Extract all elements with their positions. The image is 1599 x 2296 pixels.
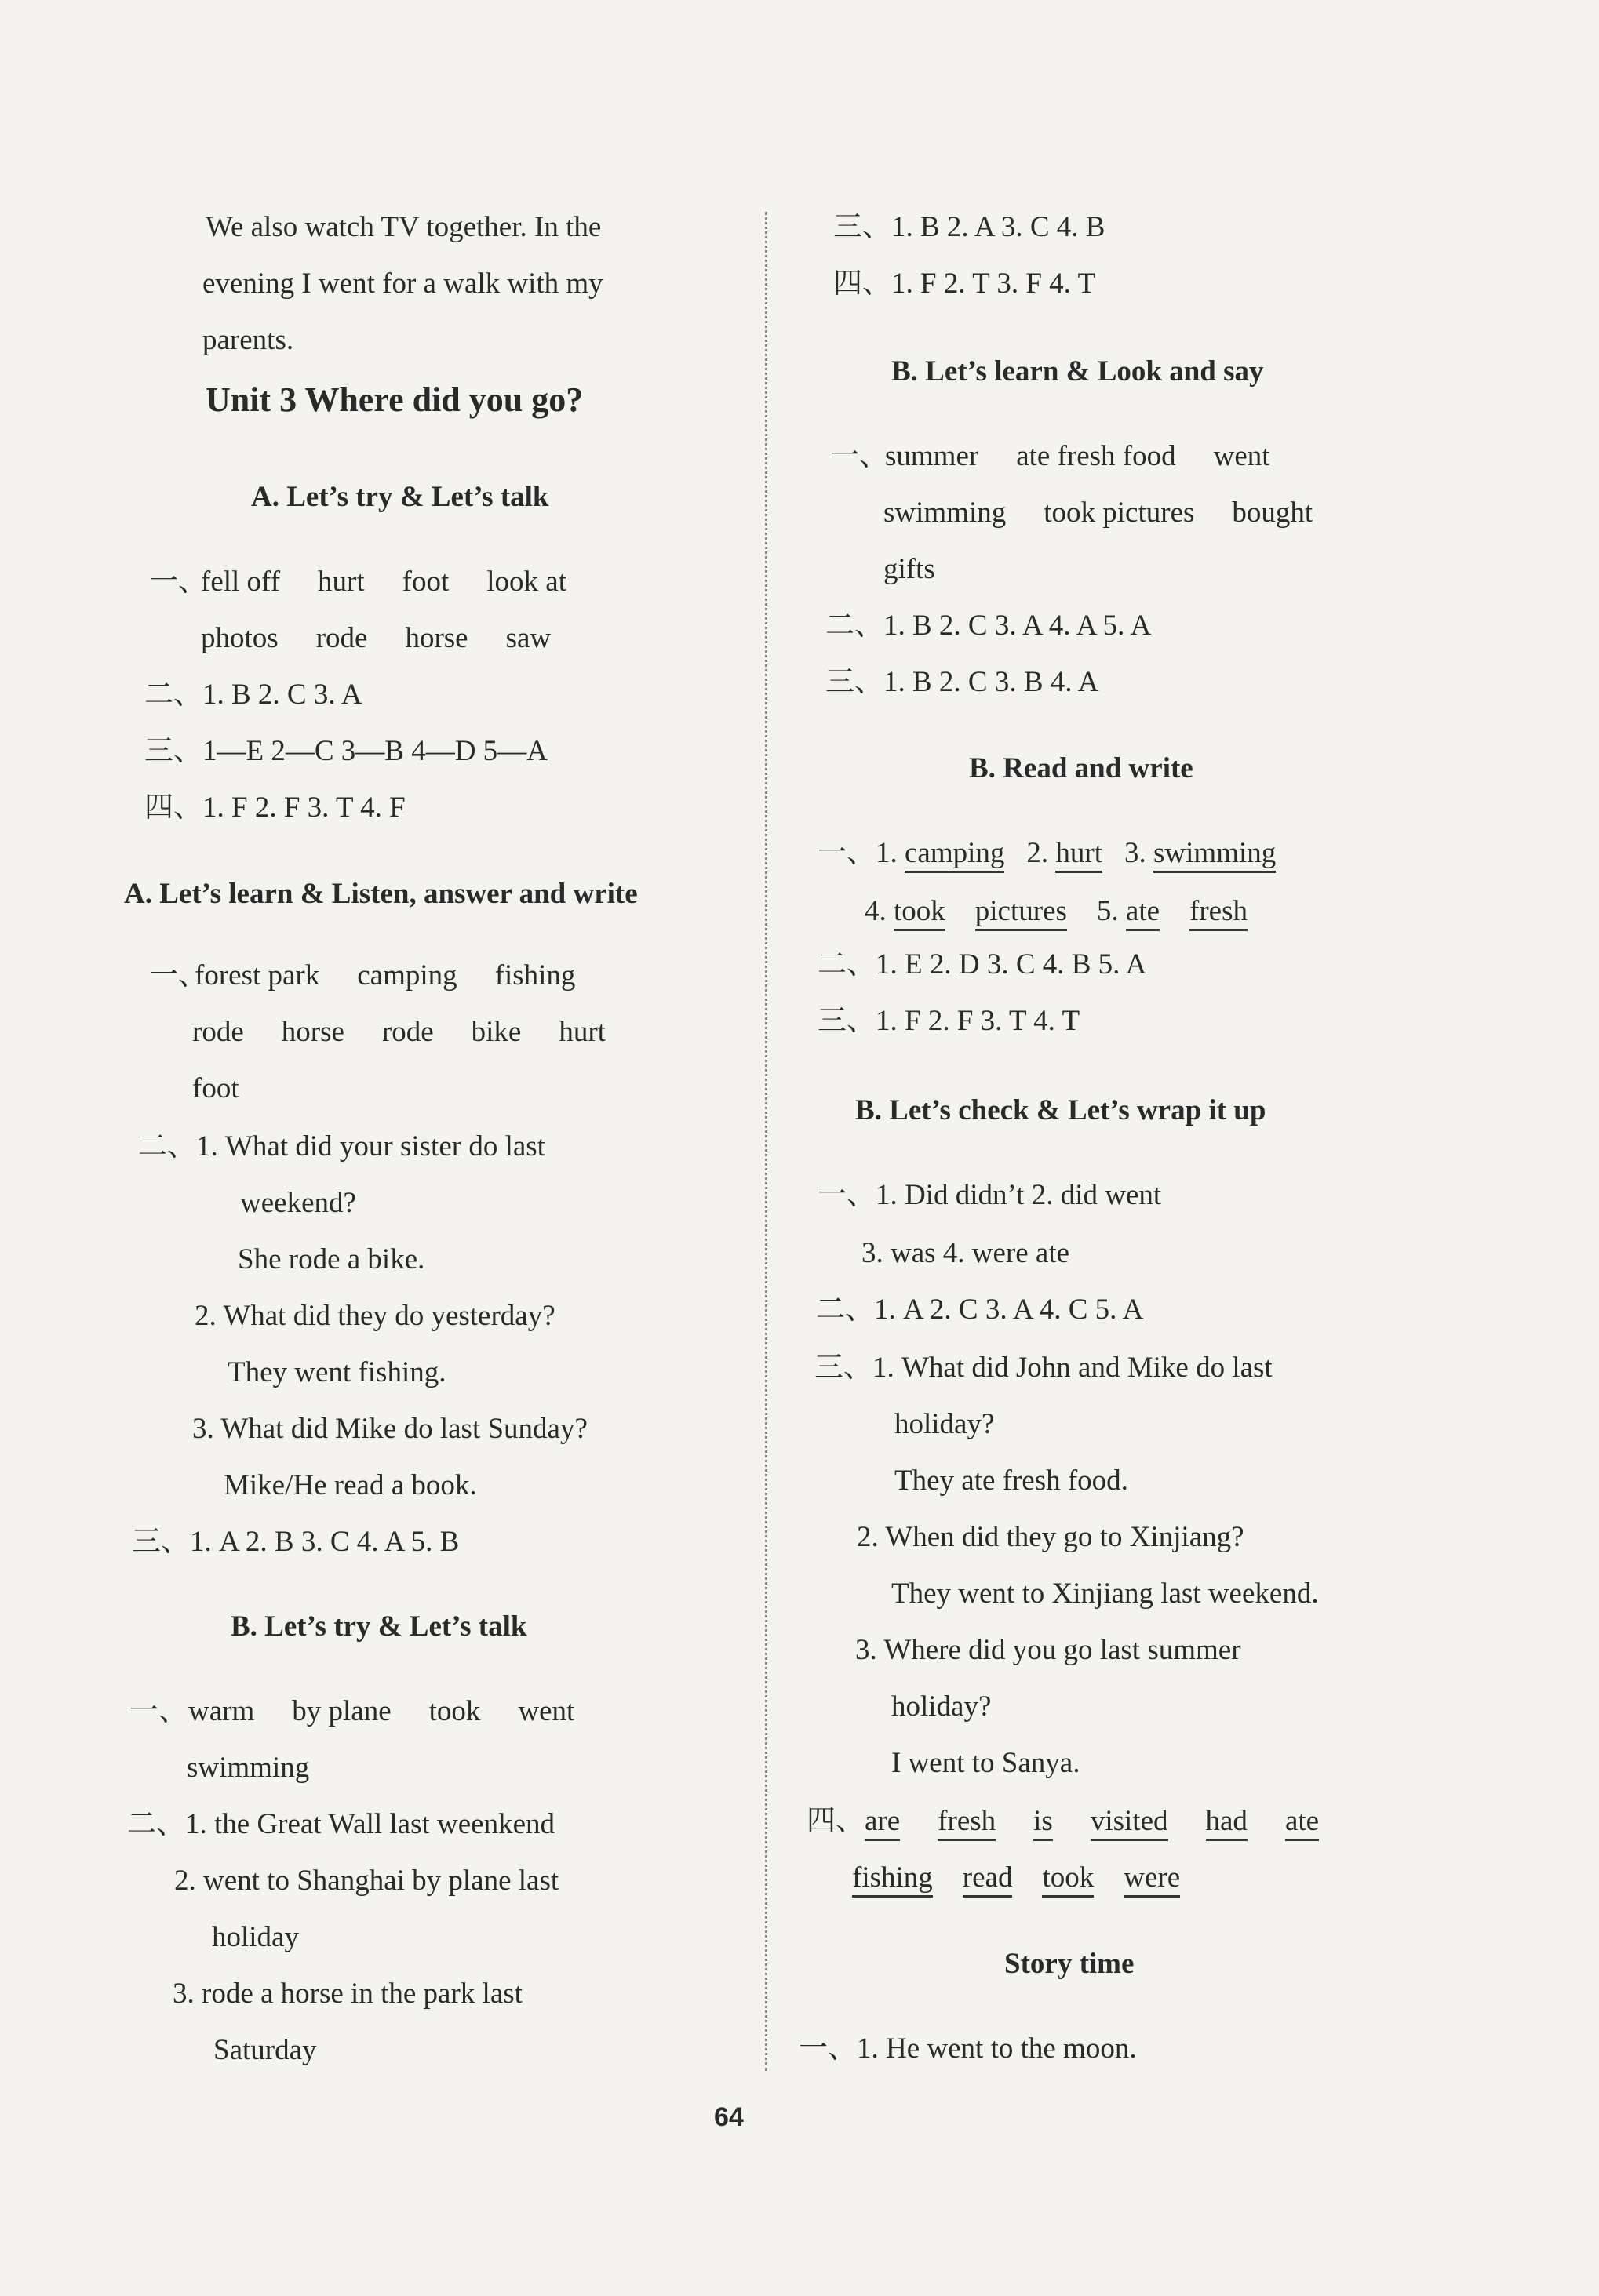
underlined-answer: pictures xyxy=(975,895,1067,931)
answer-word: warm xyxy=(188,1695,255,1727)
underlined-answer: fresh xyxy=(938,1805,996,1841)
r-s3-q4-row2 xyxy=(852,1861,1180,1895)
s2-q2-line-5: They went fishing. xyxy=(228,1356,446,1388)
s1-q2: 二、1. B 2. C 3. A xyxy=(144,679,362,711)
r-s3-q3-line-7: holiday? xyxy=(891,1690,992,1723)
s3-q2-line-2: 2. went to Shanghai by plane last xyxy=(174,1865,559,1897)
section-story-time-title: Story time xyxy=(1004,1948,1135,1980)
r-s1-q1-row1 xyxy=(885,439,1270,474)
underlined-answer: read xyxy=(963,1861,1013,1898)
right-top-line-2: 四、1. F 2. T 3. F 4. T xyxy=(833,267,1096,300)
r-s3-q3-line-2: holiday? xyxy=(894,1408,995,1440)
question-number: 4. xyxy=(865,895,894,927)
underlined-answer: ate xyxy=(1285,1805,1319,1841)
underlined-answer: were xyxy=(1124,1861,1180,1898)
s2-q2-line-4: 2. What did they do yesterday? xyxy=(195,1300,555,1332)
s3-q2-line-1: 二、1. the Great Wall last weenkend xyxy=(127,1808,555,1840)
r-s1-q1-label: 一、 xyxy=(830,440,888,472)
underlined-answer: visited xyxy=(1091,1805,1168,1841)
r-s1-q1-row2 xyxy=(883,496,1313,530)
r-s3-q3-line-3: They ate fresh food. xyxy=(894,1465,1128,1497)
intro-line-3: parents. xyxy=(202,324,294,356)
unit-title: Unit 3 Where did you go? xyxy=(206,380,584,419)
underlined-answer: swimming xyxy=(1153,837,1276,873)
s1-q4: 四、1. F 2. F 3. T 4. F xyxy=(144,791,406,824)
underlined-answer: fishing xyxy=(852,1861,933,1898)
answer-word: took xyxy=(428,1695,481,1727)
section-a-try-talk-title: A. Let’s try & Let’s talk xyxy=(251,481,549,513)
answer-word: horse xyxy=(405,622,468,654)
underlined-answer: hurt xyxy=(1055,837,1102,873)
underlined-answer: are xyxy=(865,1805,900,1841)
section-b-check-wrap-title: B. Let’s check & Let’s wrap it up xyxy=(855,1094,1266,1126)
answer-word: saw xyxy=(505,622,552,654)
section-b-learn-look-title: B. Let’s learn & Look and say xyxy=(891,355,1264,388)
answer-word: summer xyxy=(885,440,979,472)
s3-q1-row2: swimming xyxy=(187,1752,310,1784)
answer-word: horse xyxy=(281,1016,344,1048)
r-s3-q3-line-8: I went to Sanya. xyxy=(891,1747,1080,1779)
s2-q1-row2 xyxy=(192,1015,606,1050)
s2-q3: 三、1. A 2. B 3. C 4. A 5. B xyxy=(132,1526,460,1558)
underlined-answer: had xyxy=(1206,1805,1248,1841)
s2-q2-line-7: Mike/He read a book. xyxy=(224,1469,477,1501)
question-number: 四、 xyxy=(807,1805,865,1837)
answer-word: hurt xyxy=(318,566,365,598)
answer-word: bought xyxy=(1232,497,1313,529)
answer-word: by plane xyxy=(292,1695,392,1727)
r-s2-q1-row1 xyxy=(818,836,1276,871)
answer-word: hurt xyxy=(559,1016,606,1048)
r-s3-q3-line-1: 三、1. What did John and Mike do last xyxy=(814,1352,1273,1384)
r-s3-q3-line-5: They went to Xinjiang last weekend. xyxy=(891,1577,1319,1610)
r-s3-q3-line-4: 2. When did they go to Xinjiang? xyxy=(857,1521,1244,1553)
answer-word: went xyxy=(518,1695,575,1727)
answer-word: rode xyxy=(315,622,368,654)
intro-line-2: evening I went for a walk with my xyxy=(202,267,603,300)
answer-word: look at xyxy=(486,566,566,598)
section-b-read-write-title: B. Read and write xyxy=(969,752,1193,784)
underlined-answer: ate xyxy=(1126,895,1160,931)
answer-word: ate fresh food xyxy=(1016,440,1176,472)
answer-word: photos xyxy=(201,622,279,654)
question-number: 2. xyxy=(1026,837,1056,869)
s3-q1-row1 xyxy=(188,1694,574,1729)
r-s1-q3: 三、1. B 2. C 3. B 4. A xyxy=(825,666,1099,698)
r-s3-q1-row1: 一、1. Did didn’t 2. did went xyxy=(818,1179,1162,1211)
s1-q3: 三、1—E 2—C 3—B 4—D 5—A xyxy=(144,735,548,767)
underlined-answer: camping xyxy=(905,837,1004,873)
section-b-try-talk-title: B. Let’s try & Let’s talk xyxy=(231,1610,527,1643)
page-number: 64 xyxy=(714,2102,744,2132)
s3-q2-line-3: holiday xyxy=(212,1921,299,1953)
r-s1-q1-row3: gifts xyxy=(883,553,935,585)
s2-q2-line-1: 二、1. What did your sister do last xyxy=(138,1130,545,1163)
s2-q1-label: 一、 xyxy=(149,959,207,992)
right-top-line-1: 三、1. B 2. A 3. C 4. B xyxy=(833,211,1105,243)
s2-q1-row3: foot xyxy=(192,1072,239,1104)
r-s2-q2: 二、1. E 2. D 3. C 4. B 5. A xyxy=(818,948,1147,981)
s3-q1-label: 一、 xyxy=(129,1695,188,1727)
answer-word: fell off xyxy=(201,566,281,598)
r-s1-q2: 二、1. B 2. C 3. A 4. A 5. A xyxy=(825,609,1152,642)
r-s3-q1-row2: 3. was 4. were ate xyxy=(861,1237,1070,1269)
s3-q2-line-4: 3. rode a horse in the park last xyxy=(173,1978,523,2010)
underlined-answer: fresh xyxy=(1189,895,1248,931)
answer-word: camping xyxy=(357,959,457,992)
s2-q1-row1 xyxy=(195,959,575,993)
s1-q1-row2 xyxy=(201,621,551,656)
r-s2-q1-row2 xyxy=(865,894,1248,929)
intro-line-1: We also watch TV together. In the xyxy=(206,211,602,243)
s2-q2-line-2: weekend? xyxy=(240,1187,356,1219)
answer-word: rode xyxy=(381,1016,434,1048)
r-s3-q3-line-6: 3. Where did you go last summer xyxy=(855,1634,1241,1666)
answer-word: went xyxy=(1213,440,1270,472)
answer-word: foot xyxy=(402,566,450,598)
answer-word: took pictures xyxy=(1044,497,1195,529)
question-number: 3. xyxy=(1124,837,1154,869)
s1-q1-row1 xyxy=(201,565,566,599)
underlined-answer: took xyxy=(894,895,945,931)
answer-word: bike xyxy=(471,1016,522,1048)
answer-word: forest park xyxy=(195,959,320,992)
s2-q2-line-6: 3. What did Mike do last Sunday? xyxy=(192,1413,588,1445)
underlined-answer: took xyxy=(1042,1861,1094,1898)
s3-q2-line-5: Saturday xyxy=(213,2034,317,2066)
r-s3-q2: 二、1. A 2. C 3. A 4. C 5. A xyxy=(816,1294,1144,1326)
section-a-learn-listen-title: A. Let’s learn & Listen, answer and write xyxy=(124,878,638,910)
s1-q1-label: 一、 xyxy=(149,566,207,598)
s2-q2-line-3: She rode a bike. xyxy=(238,1243,425,1275)
column-divider xyxy=(765,212,767,2071)
answer-word: fishing xyxy=(494,959,576,992)
r-s4-q1: 一、1. He went to the moon. xyxy=(799,2032,1137,2065)
r-s3-q4-row1 xyxy=(807,1804,1319,1839)
question-number: 一、1. xyxy=(818,837,905,869)
r-s2-q3: 三、1. F 2. F 3. T 4. T xyxy=(818,1005,1080,1037)
underlined-answer: is xyxy=(1033,1805,1053,1841)
question-number: 5. xyxy=(1096,895,1126,927)
answer-word: rode xyxy=(192,1016,244,1048)
answer-word: swimming xyxy=(883,497,1007,529)
